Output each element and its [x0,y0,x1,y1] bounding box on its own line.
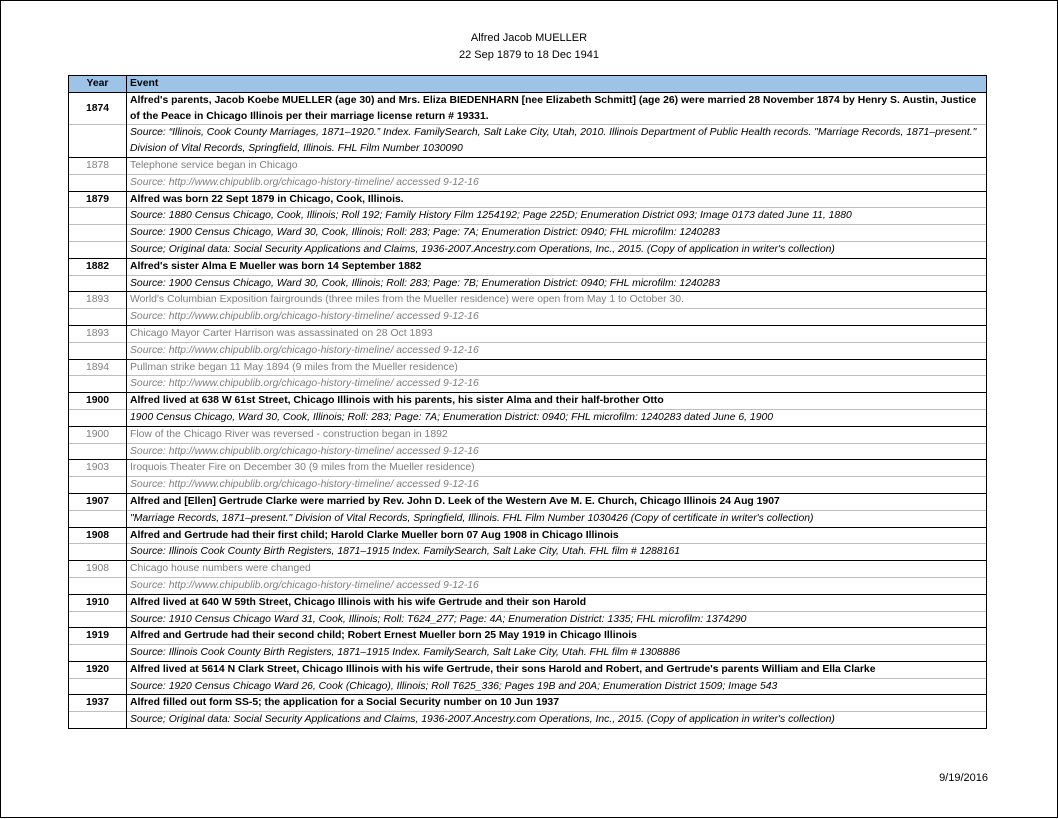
table-row [69,510,987,527]
table-row [69,208,987,225]
event-cell: Chicago house numbers were changed [127,561,987,578]
source-cell: Source: http://www.chipublib.org/chicago-history-timeline/ accessed 9-12-16 [127,577,987,594]
table-row [69,225,987,242]
table-row [69,678,987,695]
table-row [69,628,987,645]
table-row [69,292,987,309]
event-cell: Alfred and Gertrude had their first child; Harold Clarke Mueller born 07 Aug 1908 in Chicago Illinois [127,527,987,544]
year-cell: 1903 [69,460,127,477]
table-row [69,577,987,594]
source-cell: Source: http://www.chipublib.org/chicago-history-timeline/ accessed 9-12-16 [127,174,987,191]
year-column-header: Year [69,76,127,93]
source-cell: Source: 1880 Census Chicago, Cook, Illinois; Roll 192; Family History Film 1254192; Page 225D; Enumeration District 093; Image 0173 dated June 11, 1880 [127,208,987,225]
table-row [69,460,987,477]
year-cell: 1882 [69,258,127,275]
event-cell: Alfred lived at 5614 N Clark Street, Chicago Illinois with his wife Gertrude, their sons Harold and Robert, and Gertrude's parents William and Ella Clarke [127,661,987,678]
source-cell: Source; Original data: Social Security Applications and Claims, 1936-2007.Ancestry.com Operations, Inc., 2015. (Copy of application in writer's collection) [127,712,987,729]
year-cell: 1893 [69,325,127,342]
table-row [69,359,987,376]
footer-date: 9/19/2016 [939,772,988,784]
year-cell: 1919 [69,628,127,645]
table-row [69,426,987,443]
event-cell: Alfred filled out form SS-5; the application for a Social Security number on 10 Jun 1937 [127,695,987,712]
source-cell: Source: “Illinois, Cook County Marriages, 1871–1920.” Index. FamilySearch, Salt Lake City, Utah, 2010. Illinois Department of Public Health records. "Marriage Records, 1871–present." Division of Vital Records, Springfield, Illinois. FHL Film Number 1030090 [127,125,987,158]
source-cell: Source: http://www.chipublib.org/chicago-history-timeline/ accessed 9-12-16 [127,309,987,326]
event-cell: Alfred was born 22 Sept 1879 in Chicago, Cook, Illinois. [127,191,987,208]
year-cell: 1879 [69,191,127,208]
table-row [69,342,987,359]
table-row [69,661,987,678]
source-cell: Source: http://www.chipublib.org/chicago-history-timeline/ accessed 9-12-16 [127,342,987,359]
year-cell: 1874 [69,92,127,125]
timeline-table [68,75,987,729]
table-row [69,325,987,342]
source-cell: Source: 1920 Census Chicago Ward 26, Cook (Chicago), Illinois; Roll T625_336; Pages 19B and 20A; Enumeration District 1509; Image 543 [127,678,987,695]
source-cell: Source: http://www.chipublib.org/chicago-history-timeline/ accessed 9-12-16 [127,477,987,494]
event-cell: World's Columbian Exposition fairgrounds (three miles from the Mueller residence) were open from May 1 to October 30. [127,292,987,309]
source-cell: Source: http://www.chipublib.org/chicago-history-timeline/ accessed 9-12-16 [127,376,987,393]
event-cell: Alfred lived at 640 W 59th Street, Chicago Illinois with his wife Gertrude and their son Harold [127,594,987,611]
table-row [69,409,987,426]
table-row [69,695,987,712]
event-column-header: Event [127,76,987,93]
event-cell: Flow of the Chicago River was reversed - construction began in 1892 [127,426,987,443]
event-cell: Chicago Mayor Carter Harrison was assassinated on 28 Oct 1893 [127,325,987,342]
year-cell: 1900 [69,393,127,410]
table-row [69,92,987,125]
table-row [69,258,987,275]
document-title: Alfred Jacob MUELLER [470,32,588,44]
source-cell: Source: 1900 Census Chicago, Ward 30, Cook, Illinois; Roll: 283; Page: 7B; Enumeration District: 0940; FHL microfilm: 1240283 [127,275,987,292]
event-cell: Pullman strike began 11 May 1894 (9 miles from the Mueller residence) [127,359,987,376]
year-cell: 1900 [69,426,127,443]
table-row [69,376,987,393]
table-row [69,157,987,174]
table-row [69,443,987,460]
table-row [69,611,987,628]
table-row [69,561,987,578]
table-row [69,275,987,292]
table-row [69,645,987,662]
year-cell: 1937 [69,695,127,712]
year-cell: 1908 [69,561,127,578]
source-cell: "Marriage Records, 1871–present." Division of Vital Records, Springfield, Illinois. FHL Film Number 1030426 (Copy of certificate in writer's collection) [127,510,987,527]
table-header-row [69,76,987,93]
source-cell: Source; Original data: Social Security Applications and Claims, 1936-2007.Ancestry.com Operations, Inc., 2015. (Copy of application in writer's collection) [127,241,987,258]
table-row [69,527,987,544]
table-row [69,309,987,326]
year-cell: 1893 [69,292,127,309]
source-cell: Source: 1910 Census Chicago Ward 31, Cook, Illinois; Roll: T624_277; Page: 4A; Enumeration District: 1335; FHL microfilm: 1374290 [127,611,987,628]
table-row [69,594,987,611]
year-cell: 1908 [69,527,127,544]
event-cell: Telephone service began in Chicago [127,157,987,174]
source-cell: Source: 1900 Census Chicago, Ward 30, Cook, Illinois; Roll: 283; Page: 7A; Enumeration District: 0940; FHL microfilm: 1240283 [127,225,987,242]
table-row [69,191,987,208]
table-row [69,477,987,494]
event-cell: Alfred and Gertrude had their second child; Robert Ernest Mueller born 25 May 1919 in Chicago Illinois [127,628,987,645]
table-row [69,174,987,191]
table-row [69,393,987,410]
table-row [69,712,987,729]
document-subtitle-dates: 22 Sep 1879 to 18 Dec 1941 [458,49,600,61]
event-cell: Alfred lived at 638 W 61st Street, Chicago Illinois with his parents, his sister Alma and their half-brother Otto [127,393,987,410]
source-cell: 1900 Census Chicago, Ward 30, Cook, Illinois; Roll: 283; Page: 7A; Enumeration District: 0940; FHL microfilm: 1240283 dated June 6, 1900 [127,409,987,426]
year-cell: 1920 [69,661,127,678]
year-cell: 1878 [69,157,127,174]
event-cell: Alfred and [Ellen] Gertrude Clarke were married by Rev. John D. Leek of the Western Ave M. E. Church, Chicago Illinois 24 Aug 1907 [127,493,987,510]
table-row [69,241,987,258]
table-row [69,125,987,158]
source-cell: Source: Illinois Cook County Birth Registers, 1871–1915 Index. FamilySearch, Salt Lake City, Utah. FHL film # 1308886 [127,645,987,662]
year-cell: 1907 [69,493,127,510]
table-row [69,544,987,561]
event-cell: Alfred's sister Alma E Mueller was born 14 September 1882 [127,258,987,275]
event-cell: Alfred's parents, Jacob Koebe MUELLER (age 30) and Mrs. Eliza BIEDENHARN [nee Elizabeth Schmitt] (age 26) were married 28 November 1874 by Henry S. Austin, Justice of the Peace in Chicago Illinois per their marriage license return # 19331. [127,92,987,125]
table-row [69,493,987,510]
source-cell: Source: http://www.chipublib.org/chicago-history-timeline/ accessed 9-12-16 [127,443,987,460]
year-cell: 1894 [69,359,127,376]
source-cell: Source: Illinois Cook County Birth Registers, 1871–1915 Index. FamilySearch, Salt Lake City, Utah. FHL film # 1288161 [127,544,987,561]
year-cell: 1910 [69,594,127,611]
event-cell: Iroquois Theater Fire on December 30 (9 miles from the Mueller residence) [127,460,987,477]
